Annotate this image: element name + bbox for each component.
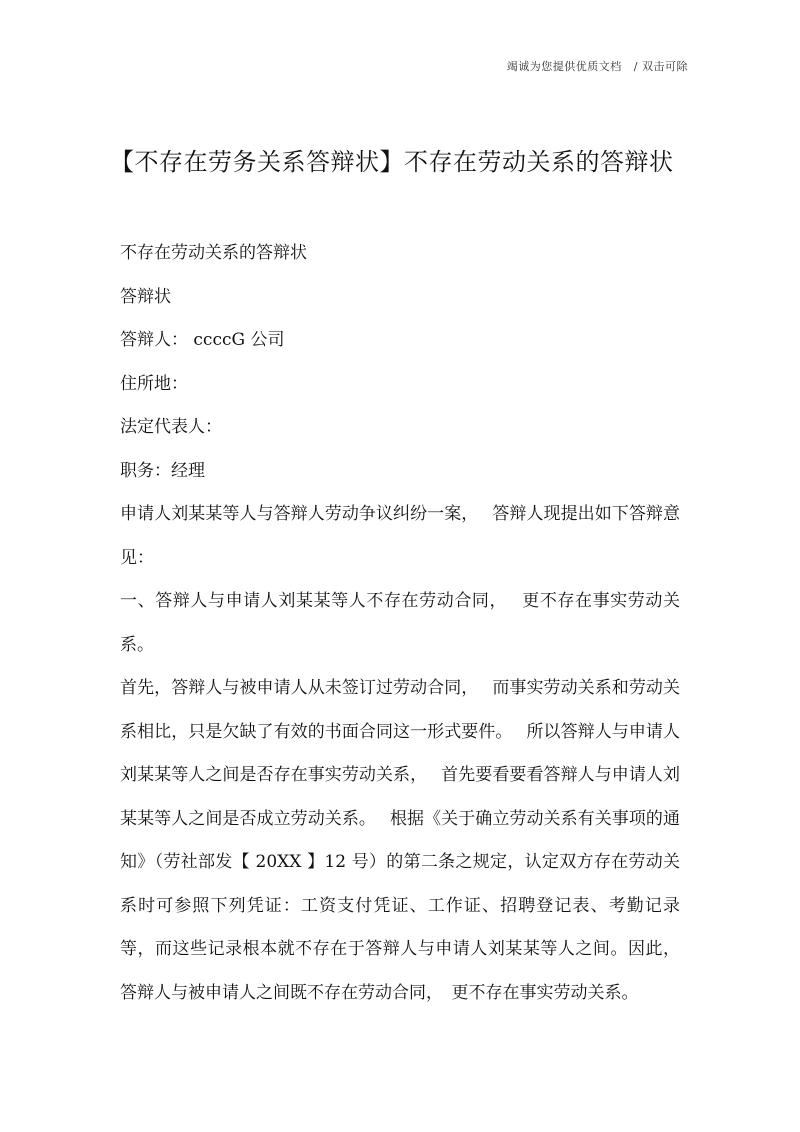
document-title: 【不存在劳务关系答辩状】不存在劳动关系的答辩状	[110, 148, 674, 176]
document-body	[120, 232, 680, 1015]
header-left-note: 竭诚为您提供优质文档	[506, 60, 622, 73]
argument-paragraph: 首先，答辩人与被申请人从未签订过劳动合同， 而事实劳动关系和劳动关系相比，只是欠缺了有效的书面合同这一形式要件。 所以答辩人与申请人刘某某等人之间是否存在事实劳动关系， 首先要看要看答辩人与申请人刘某某等人之间是否成立劳动关系。 根据《关于确立劳动关系有关事项的通知》（劳社部发【 20XX 】12 号）的第二条之规定，认定双方存在劳动关系时可参照下列凭证：工资支付凭证、工作证、招聘登记表、考勤记录等，而这些记录根本就不存在于答辩人与申请人刘某某等人之间。因此，答辩人与被申请人之间既不存在劳动合同， 更不存在事实劳动关系。	[120, 678, 680, 1003]
respondent-line: 答辩人： ccccG 公司	[120, 330, 285, 350]
doc-type-line: 答辩状	[120, 286, 171, 307]
header-note	[507, 58, 688, 74]
subtitle-line: 不存在劳动关系的答辩状	[120, 243, 307, 263]
header-right-note: / 双击可除	[633, 60, 688, 73]
point-one-heading: 一、答辩人与申请人刘某某等人不存在劳动合同， 更不存在事实劳动关系。	[120, 591, 680, 655]
intro-paragraph: 申请人刘某某等人与答辩人劳动争议纠纷一案， 答辩人现提出如下答辩意见：	[120, 504, 680, 568]
position-line: 职务：经理	[120, 460, 205, 481]
legal-rep-line: 法定代表人：	[120, 417, 222, 437]
address-line: 住所地：	[120, 373, 188, 394]
